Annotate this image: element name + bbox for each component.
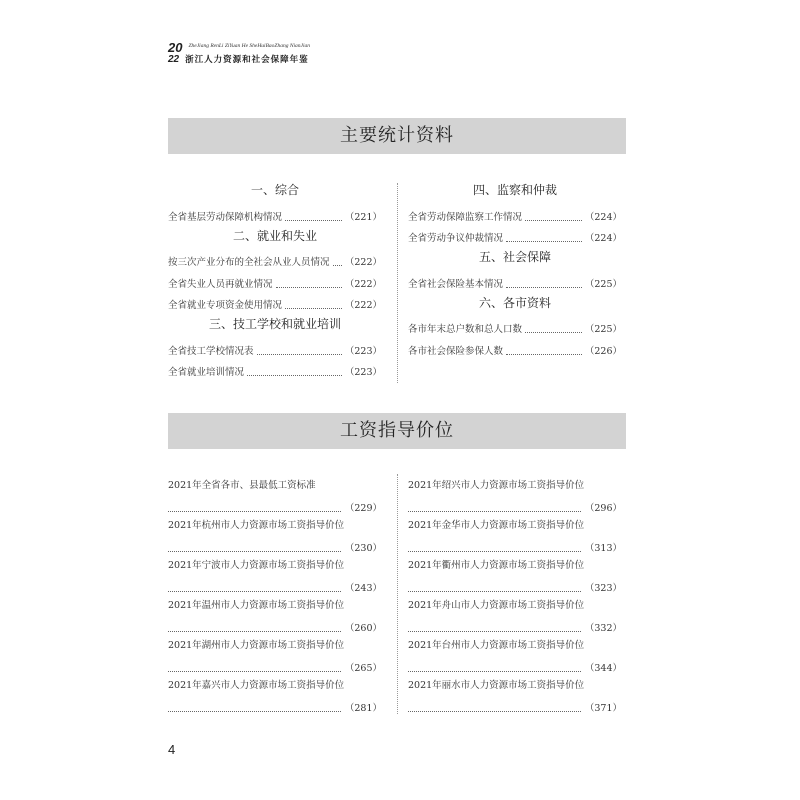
section-heading: 六、各市资料 bbox=[478, 295, 551, 310]
leader-dots bbox=[168, 511, 341, 512]
toc-entry[interactable] bbox=[408, 270, 622, 292]
toc-entry[interactable] bbox=[168, 292, 382, 314]
toc-entry[interactable] bbox=[408, 225, 622, 247]
leader-dots bbox=[276, 287, 342, 288]
entry-title: 2021年丽水市人力资源市场工资指导价位 bbox=[408, 680, 585, 691]
section-heading: 二、就业和失业 bbox=[232, 228, 317, 243]
entry-page: （371） bbox=[584, 703, 622, 714]
entry-title: 各市社会保险参保人数 bbox=[408, 345, 504, 357]
entry-title: 2021年全省各市、县最低工资标准 bbox=[168, 480, 316, 491]
entry-title: 2021年温州市人力资源市场工资指导价位 bbox=[168, 600, 345, 611]
toc-entry[interactable] bbox=[408, 203, 622, 225]
column-divider bbox=[397, 183, 398, 383]
entry-title: 2021年台州市人力资源市场工资指导价位 bbox=[408, 640, 585, 651]
leader-dots bbox=[408, 671, 581, 672]
toc-entry[interactable] bbox=[408, 636, 622, 676]
toc-entry[interactable] bbox=[168, 270, 382, 292]
entry-page: （230） bbox=[344, 543, 382, 554]
entry-title: 全省失业人员再就业情况 bbox=[168, 278, 273, 290]
leader-dots bbox=[525, 332, 582, 333]
toc-entry[interactable] bbox=[408, 316, 622, 338]
entry-page: （225） bbox=[584, 324, 622, 335]
header-pinyin: ZheJiang RenLi ZiYuan He SheHuiBaoZhang NianJian bbox=[188, 43, 311, 49]
leader-dots bbox=[285, 308, 342, 309]
section-heading: 四、监察和仲裁 bbox=[472, 183, 557, 197]
entry-page: （224） bbox=[584, 233, 622, 244]
entry-title: 全省基层劳动保障机构情况 bbox=[168, 211, 283, 223]
entry-page: （344） bbox=[584, 663, 622, 674]
entry-title: 全省劳动争议仲裁情况 bbox=[408, 233, 504, 244]
entry-page: （260） bbox=[344, 623, 382, 634]
leader-dots bbox=[506, 287, 582, 288]
entry-title: 全省就业专项资金使用情况 bbox=[168, 300, 283, 311]
entry-page: （221） bbox=[344, 211, 382, 223]
leader-dots bbox=[525, 220, 582, 221]
entry-page: （226） bbox=[584, 345, 622, 357]
wages-left-column bbox=[168, 476, 382, 716]
entry-title: 全省技工学校情况表 bbox=[168, 345, 254, 357]
wages-heading: 工资指导价位 bbox=[168, 413, 626, 449]
leader-dots bbox=[257, 354, 342, 355]
toc-entry[interactable] bbox=[168, 636, 382, 676]
leader-dots bbox=[168, 631, 341, 632]
toc-entry[interactable] bbox=[168, 516, 382, 556]
entry-title: 全省劳动保障监察工作情况 bbox=[408, 211, 523, 223]
toc-entry[interactable] bbox=[168, 337, 382, 359]
toc-entry[interactable] bbox=[168, 203, 382, 225]
leader-dots bbox=[408, 591, 581, 592]
entry-title: 各市年末总户数和总人口数 bbox=[408, 324, 523, 335]
entry-title: 2021年金华市人力资源市场工资指导价位 bbox=[408, 520, 585, 531]
entry-title: 全省社会保险基本情况 bbox=[408, 278, 504, 290]
leader-dots bbox=[247, 375, 342, 376]
statistics-right-column bbox=[408, 179, 622, 359]
page-number: 4 bbox=[168, 742, 176, 757]
leader-dots bbox=[168, 711, 341, 712]
toc-entry[interactable] bbox=[168, 249, 382, 271]
running-header bbox=[168, 40, 310, 65]
entry-page: （223） bbox=[344, 367, 382, 378]
entry-title: 全省就业培训情况 bbox=[168, 367, 245, 378]
entry-title: 2021年宁波市人力资源市场工资指导价位 bbox=[168, 560, 345, 571]
leader-dots bbox=[168, 551, 341, 552]
toc-entry[interactable] bbox=[408, 676, 622, 716]
leader-dots bbox=[408, 631, 581, 632]
toc-entry[interactable] bbox=[168, 556, 382, 596]
header-title: 浙江人力资源和社会保障年鉴 bbox=[185, 55, 309, 65]
section-heading: 一、综合 bbox=[250, 183, 299, 197]
statistics-left-column bbox=[168, 179, 382, 380]
entry-title: 2021年嘉兴市人力资源市场工资指导价位 bbox=[168, 680, 345, 691]
entry-page: （332） bbox=[584, 623, 622, 634]
entry-page: （225） bbox=[584, 278, 622, 290]
entry-page: （229） bbox=[344, 503, 382, 514]
entry-title: 2021年杭州市人力资源市场工资指导价位 bbox=[168, 520, 345, 531]
entry-title: 2021年衢州市人力资源市场工资指导价位 bbox=[408, 560, 585, 571]
toc-entry[interactable] bbox=[168, 596, 382, 636]
section-heading: 三、技工学校和就业培训 bbox=[208, 317, 341, 331]
entry-page: （222） bbox=[344, 278, 382, 290]
entry-page: （223） bbox=[344, 345, 382, 357]
leader-dots bbox=[285, 220, 342, 221]
statistics-heading: 主要统计资料 bbox=[168, 118, 626, 154]
entry-title: 2021年绍兴市人力资源市场工资指导价位 bbox=[408, 480, 585, 491]
wages-right-column bbox=[408, 476, 622, 716]
entry-page: （224） bbox=[584, 211, 622, 223]
entry-title: 2021年湖州市人力资源市场工资指导价位 bbox=[168, 640, 345, 651]
entry-title: 2021年舟山市人力资源市场工资指导价位 bbox=[408, 600, 585, 611]
header-year-part1: 20 bbox=[168, 40, 183, 55]
leader-dots bbox=[506, 354, 582, 355]
entry-page: （313） bbox=[584, 543, 622, 554]
section-heading: 五、社会保障 bbox=[478, 250, 551, 264]
leader-dots bbox=[168, 671, 341, 672]
entry-title: 按三次产业分布的全社会从业人员情况 bbox=[168, 257, 330, 268]
header-year-part2: 22 bbox=[168, 54, 180, 65]
toc-entry[interactable] bbox=[168, 476, 382, 516]
toc-entry[interactable] bbox=[408, 556, 622, 596]
toc-entry[interactable] bbox=[408, 476, 622, 516]
entry-page: （222） bbox=[344, 300, 382, 311]
toc-entry[interactable] bbox=[168, 359, 382, 381]
entry-page: （222） bbox=[344, 257, 382, 268]
entry-page: （296） bbox=[584, 503, 622, 514]
toc-entry[interactable] bbox=[408, 596, 622, 636]
entry-page: （243） bbox=[344, 583, 382, 594]
leader-dots bbox=[168, 591, 341, 592]
toc-entry[interactable] bbox=[408, 337, 622, 359]
toc-entry[interactable] bbox=[168, 676, 382, 716]
leader-dots bbox=[506, 241, 582, 242]
leader-dots bbox=[333, 265, 342, 266]
leader-dots bbox=[408, 511, 581, 512]
toc-entry[interactable] bbox=[408, 516, 622, 556]
leader-dots bbox=[408, 551, 581, 552]
entry-page: （265） bbox=[344, 663, 382, 674]
entry-page: （281） bbox=[344, 703, 382, 714]
column-divider bbox=[397, 474, 398, 714]
entry-page: （323） bbox=[584, 583, 622, 594]
leader-dots bbox=[408, 711, 581, 712]
